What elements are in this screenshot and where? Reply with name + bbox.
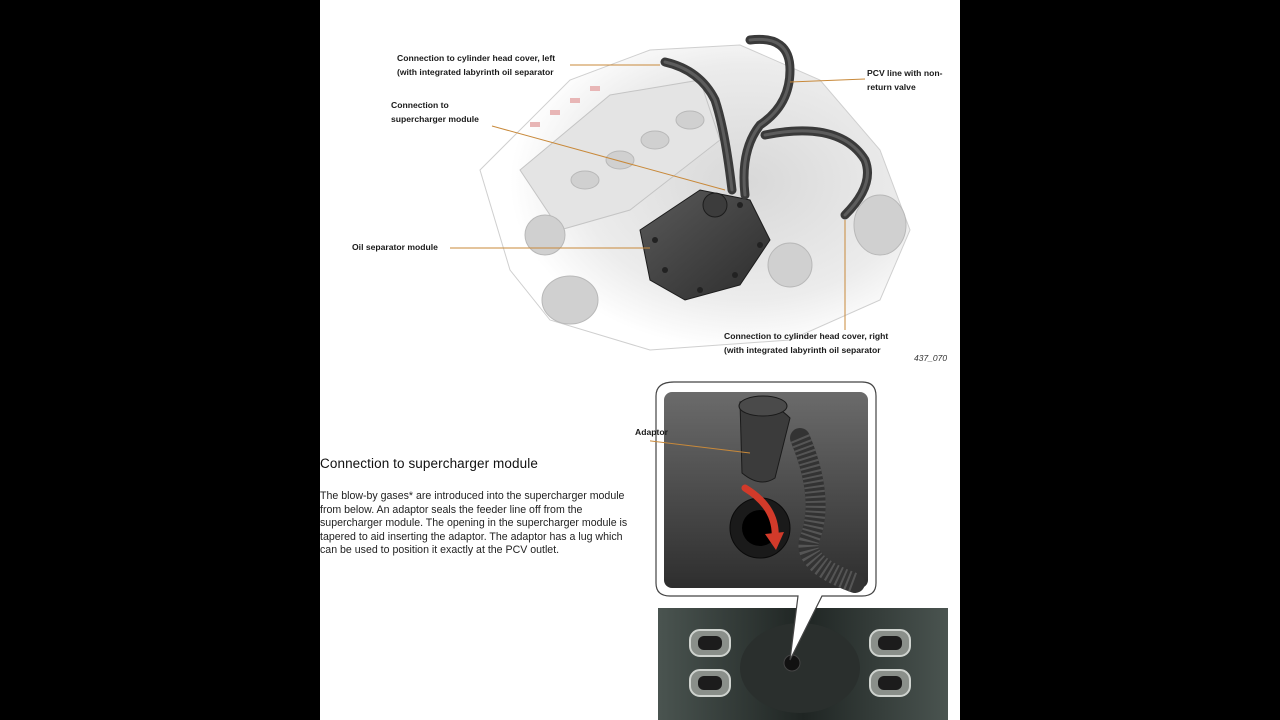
adaptor-detail-illustration	[650, 378, 960, 720]
callout-line: Connection to cylinder head cover, left	[397, 53, 556, 63]
document-page	[320, 0, 960, 720]
section-heading: Connection to supercharger module	[320, 456, 538, 471]
callout-line: Oil separator module	[352, 242, 438, 252]
callout-head-cover-left	[397, 52, 555, 79]
callout-line: (with integrated labyrinth oil separator	[397, 66, 554, 77]
callout-line: supercharger module	[391, 113, 479, 124]
callout-line: Adaptor	[635, 427, 668, 437]
callout-pcv-line	[867, 67, 942, 94]
callout-supercharger-connection	[391, 99, 479, 126]
callout-line: Connection to cylinder head cover, right	[724, 331, 889, 341]
callout-head-cover-right	[724, 330, 888, 357]
callout-line: (with integrated labyrinth oil separator	[724, 344, 881, 355]
callout-adaptor	[635, 426, 668, 440]
callout-oil-separator	[352, 241, 438, 255]
callout-line: PCV line with non-	[867, 68, 943, 78]
callout-line: return valve	[867, 81, 916, 92]
section-body-text: The blow-by gases* are introduced into the supercharger module from below. An adaptor seals the feeder line off from the supercharger module. The opening in the supercharger module is tapered to aid inserting the adaptor. The adaptor has a lug which can be used to position it exactly at the PCV outlet.	[320, 490, 628, 557]
callout-line: Connection to	[391, 100, 449, 110]
figure-id: 437_070	[914, 353, 948, 363]
